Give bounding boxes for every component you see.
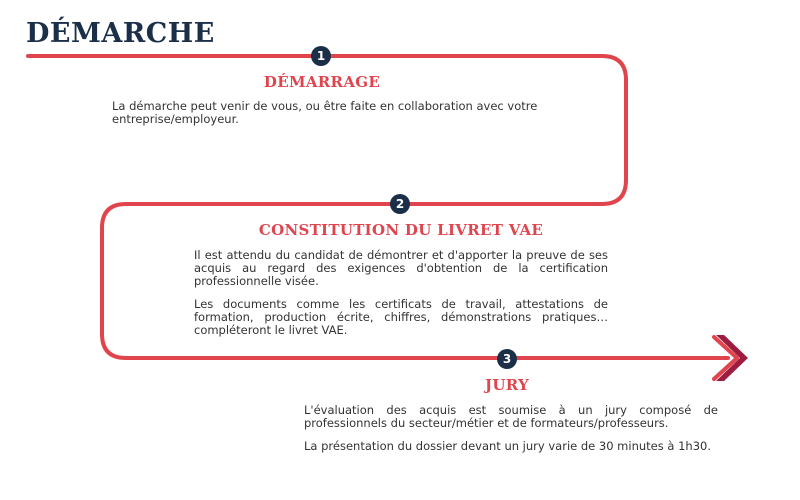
step-2-text bbox=[194, 249, 608, 347]
step-3-paragraph-2: La présentation du dossier devant un jury varie de 30 minutes à 1h30. bbox=[304, 439, 711, 453]
step-2-badge: 2 bbox=[390, 194, 410, 214]
page-title: DÉMARCHE bbox=[26, 18, 215, 49]
step-2-paragraph-1: Il est attendu du candidat de démontrer et d'apporter la preuve de ses acquis au regard des exigences d'obtention de la certification professionnelle visée. bbox=[194, 248, 608, 288]
step-1-paragraph-1: La démarche peut venir de vous, ou être faite en collaboration avec votre entreprise/employeur. bbox=[112, 99, 538, 126]
step-3-text bbox=[304, 404, 718, 463]
step-1-badge: 1 bbox=[311, 46, 331, 66]
step-3-badge: 3 bbox=[497, 349, 517, 369]
step-3-title: JURY bbox=[484, 376, 530, 394]
step-2-paragraph-2: Les documents comme les certificats de travail, attestations de formation, production écrite, chiffres, démonstrations pratiques… compléteront le livret VAE. bbox=[194, 297, 608, 337]
step-1-title: DÉMARRAGE bbox=[263, 73, 381, 91]
step-3-paragraph-1: L'évaluation des acquis est soumise à un jury composé de professionnels du secteur/métier et de formateurs/professeurs. bbox=[304, 403, 718, 430]
step-2-title: CONSTITUTION DU LIVRET VAE bbox=[258, 221, 544, 239]
step-1-text bbox=[112, 100, 542, 136]
